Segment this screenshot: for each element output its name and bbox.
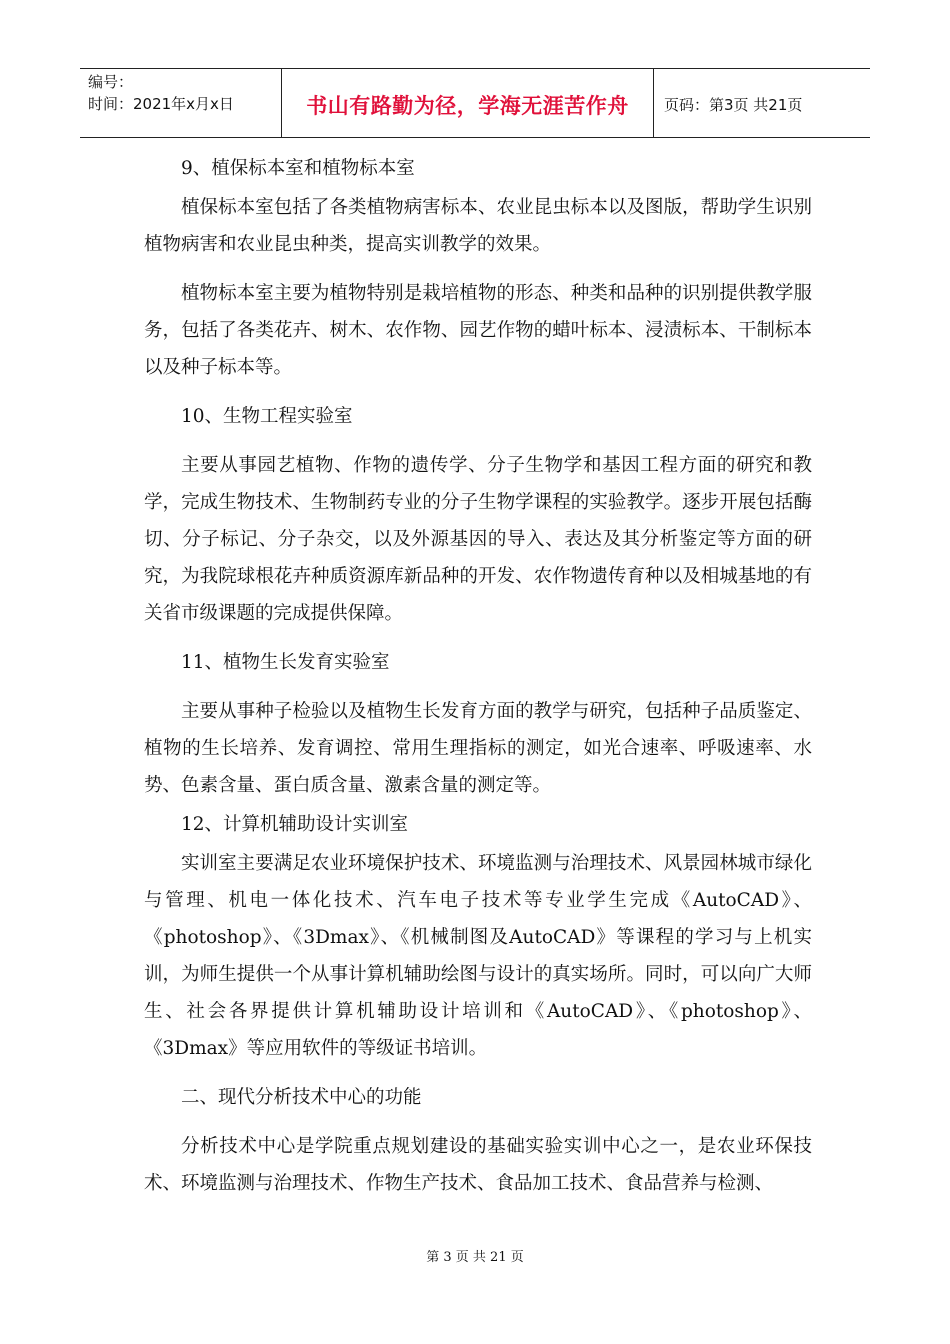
section-heading-12: 12、计算机辅助设计实训室 xyxy=(181,814,409,835)
document-time-label: 时间：2021年x月x日 xyxy=(88,95,234,113)
document-body xyxy=(144,150,812,1202)
section-heading-11: 11、植物生长发育实验室 xyxy=(181,652,390,673)
page-footer: 第 3 页 共 21 页 xyxy=(426,1250,524,1265)
paragraph-plant-protection-specimen: 植保标本室包括了各类植物病害标本、农业昆虫标本以及图版，帮助学生识别植物病害和农业昆虫种类，提高实训教学的效果。 xyxy=(144,197,812,255)
section-heading-analysis-center: 二、现代分析技术中心的功能 xyxy=(181,1087,422,1108)
paragraph-analysis-center: 分析技术中心是学院重点规划建设的基础实验实训中心之一，是农业环保技术、环境监测与治理技术、作物生产技术、食品加工技术、食品营养与检测、 xyxy=(144,1136,812,1194)
paragraph-plant-specimen: 植物标本室主要为植物特别是栽培植物的形态、种类和品种的识别提供教学服务，包括了各类花卉、树木、农作物、园艺作物的蜡叶标本、浸渍标本、干制标本以及种子标本等。 xyxy=(144,283,812,378)
document-header xyxy=(80,68,870,138)
header-page-info: 页码：第3页 共21页 xyxy=(664,95,803,114)
paragraph-bioengineering-lab: 主要从事园艺植物、作物的遗传学、分子生物学和基因工程方面的研究和教学，完成生物技术、生物制药专业的分子生物学课程的实验教学。逐步开展包括酶切、分子标记、分子杂交，以及外源基因的导入、表达及其分析鉴定等方面的研究，为我院球根花卉种质资源库新品种的开发、农作物遗传育种以及相城基地的有关省市级课题的完成提供保障。 xyxy=(144,455,812,624)
document-number-label: 编号： xyxy=(88,73,134,91)
section-heading-10: 10、生物工程实验室 xyxy=(181,406,353,427)
section-heading-9: 9、植保标本室和植物标本室 xyxy=(181,158,415,179)
paragraph-cad-training-room: 实训室主要满足农业环境保护技术、环境监测与治理技术、风景园林城市绿化与管理、机电一体化技术、汽车电子技术等专业学生完成《AutoCAD》、《photoshop》、《3Dmax》、《机械制图及AutoCAD》等课程的学习与上机实训，为师生提供一个从事计算机辅助绘图与设计的真实场所。同时，可以向广大师生、社会各界提供计算机辅助设计培训和《AutoCAD》、《photoshop》、《3Dmax》等应用软件的等级证书培训。 xyxy=(144,853,812,1059)
header-motto: 书山有路勤为径，学海无涯苦作舟 xyxy=(282,69,654,137)
paragraph-plant-growth-lab: 主要从事种子检验以及植物生长发育方面的教学与研究，包括种子品质鉴定、植物的生长培养、发育调控、常用生理指标的测定，如光合速率、呼吸速率、水势、色素含量、蛋白质含量、激素含量的测定等。 xyxy=(144,701,812,796)
header-meta xyxy=(80,69,282,137)
